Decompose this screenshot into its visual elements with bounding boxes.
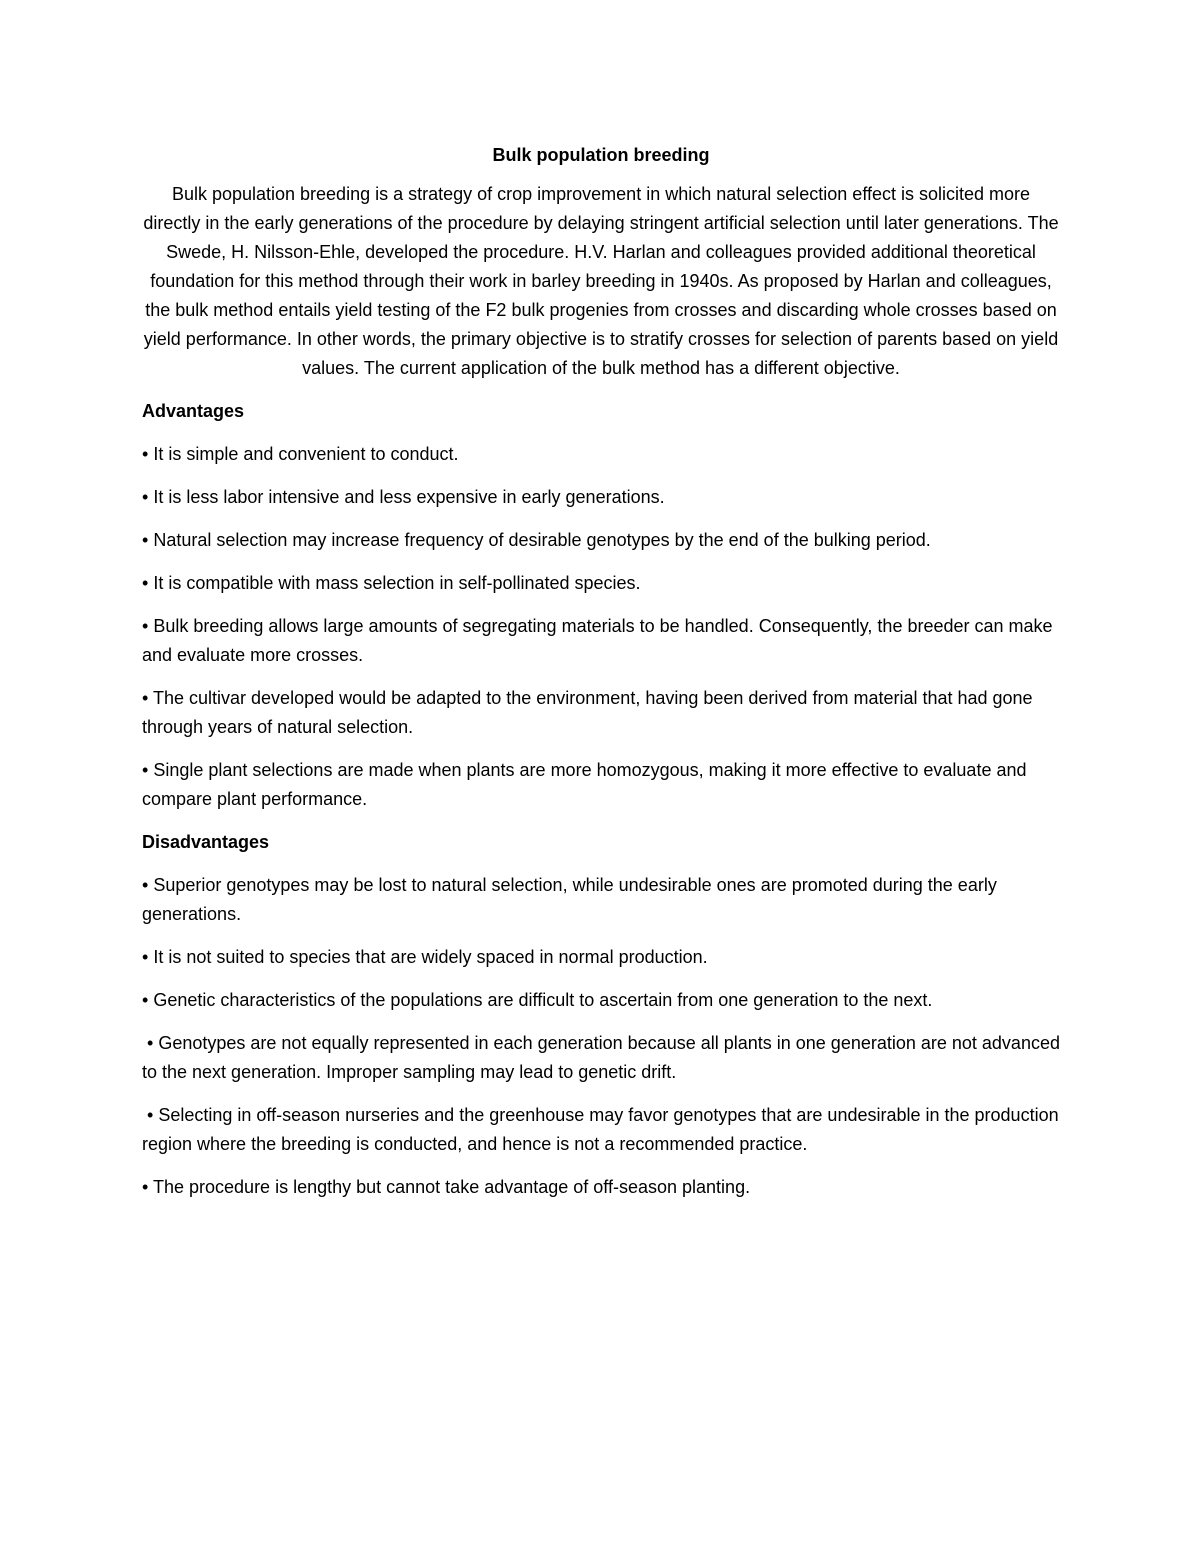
bullet-icon: • bbox=[142, 875, 149, 895]
disadvantage-item bbox=[142, 871, 1060, 929]
bullet-icon: • bbox=[142, 573, 149, 593]
advantages-list bbox=[142, 440, 1060, 814]
bullet-icon: • bbox=[147, 1033, 154, 1053]
advantage-text: Bulk breeding allows large amounts of segregating materials to be handled. Consequently, the breeder can make and evaluate more crosses. bbox=[142, 616, 1053, 665]
bullet-icon: • bbox=[142, 1177, 149, 1197]
advantage-item bbox=[142, 569, 1060, 598]
advantage-text: It is simple and convenient to conduct. bbox=[153, 444, 459, 464]
advantage-text: The cultivar developed would be adapted to the environment, having been derived from material that had gone through years of natural selection. bbox=[142, 688, 1033, 737]
disadvantage-item bbox=[142, 1029, 1060, 1087]
disadvantage-text: It is not suited to species that are widely spaced in normal production. bbox=[153, 947, 708, 967]
disadvantage-text: Genetic characteristics of the populations are difficult to ascertain from one generation to the next. bbox=[153, 990, 933, 1010]
disadvantage-text: The procedure is lengthy but cannot take advantage of off-season planting. bbox=[153, 1177, 751, 1197]
advantage-item bbox=[142, 756, 1060, 814]
disadvantage-item bbox=[142, 943, 1060, 972]
bullet-icon: • bbox=[147, 1105, 154, 1125]
advantage-text: Natural selection may increase frequency of desirable genotypes by the end of the bulking period. bbox=[153, 530, 931, 550]
advantage-item bbox=[142, 440, 1060, 469]
bullet-icon: • bbox=[142, 444, 149, 464]
disadvantages-heading: Disadvantages bbox=[142, 832, 270, 852]
disadvantage-text: Selecting in off-season nurseries and the greenhouse may favor genotypes that are undesirable in the production region where the breeding is conducted, and hence is not a recommended practice. bbox=[142, 1105, 1059, 1154]
advantages-heading: Advantages bbox=[142, 401, 245, 421]
advantage-text: It is compatible with mass selection in self-pollinated species. bbox=[153, 573, 641, 593]
bullet-icon: • bbox=[142, 688, 149, 708]
bullet-icon: • bbox=[142, 616, 149, 636]
advantage-item bbox=[142, 684, 1060, 742]
intro-paragraph: Bulk population breeding is a strategy of crop improvement in which natural selection effect is solicited more directly in the early generations of the procedure by delaying stringent artificial selection until later generations. The Swede, H. Nilsson-Ehle, developed the procedure. H.V. Harlan and colleagues provided additional theoretical foundation for this method through their work in barley breeding in 1940s. As proposed by Harlan and colleagues, the bulk method entails yield testing of the F2 bulk progenies from crosses and discarding whole crosses based on yield performance. In other words, the primary objective is to stratify crosses for selection of parents based on yield values. The current application of the bulk method has a different objective. bbox=[143, 184, 1059, 378]
disadvantage-item bbox=[142, 1101, 1060, 1159]
document-body bbox=[142, 141, 1060, 1216]
bullet-icon: • bbox=[142, 487, 149, 507]
disadvantage-item bbox=[142, 1173, 1060, 1202]
advantage-text: It is less labor intensive and less expensive in early generations. bbox=[153, 487, 665, 507]
advantage-item bbox=[142, 612, 1060, 670]
bullet-icon: • bbox=[142, 760, 149, 780]
bullet-icon: • bbox=[142, 530, 149, 550]
disadvantage-item bbox=[142, 986, 1060, 1015]
advantage-text: Single plant selections are made when plants are more homozygous, making it more effective to evaluate and compare plant performance. bbox=[142, 760, 1027, 809]
advantage-item bbox=[142, 526, 1060, 555]
document-title: Bulk population breeding bbox=[492, 145, 710, 165]
disadvantage-text: Superior genotypes may be lost to natural selection, while undesirable ones are promoted during the early generations. bbox=[142, 875, 997, 924]
bullet-icon: • bbox=[142, 947, 149, 967]
disadvantages-list bbox=[142, 871, 1060, 1202]
bullet-icon: • bbox=[142, 990, 149, 1010]
advantage-item bbox=[142, 483, 1060, 512]
disadvantage-text: Genotypes are not equally represented in each generation because all plants in one generation are not advanced to the next generation. Improper sampling may lead to genetic drift. bbox=[142, 1033, 1060, 1082]
